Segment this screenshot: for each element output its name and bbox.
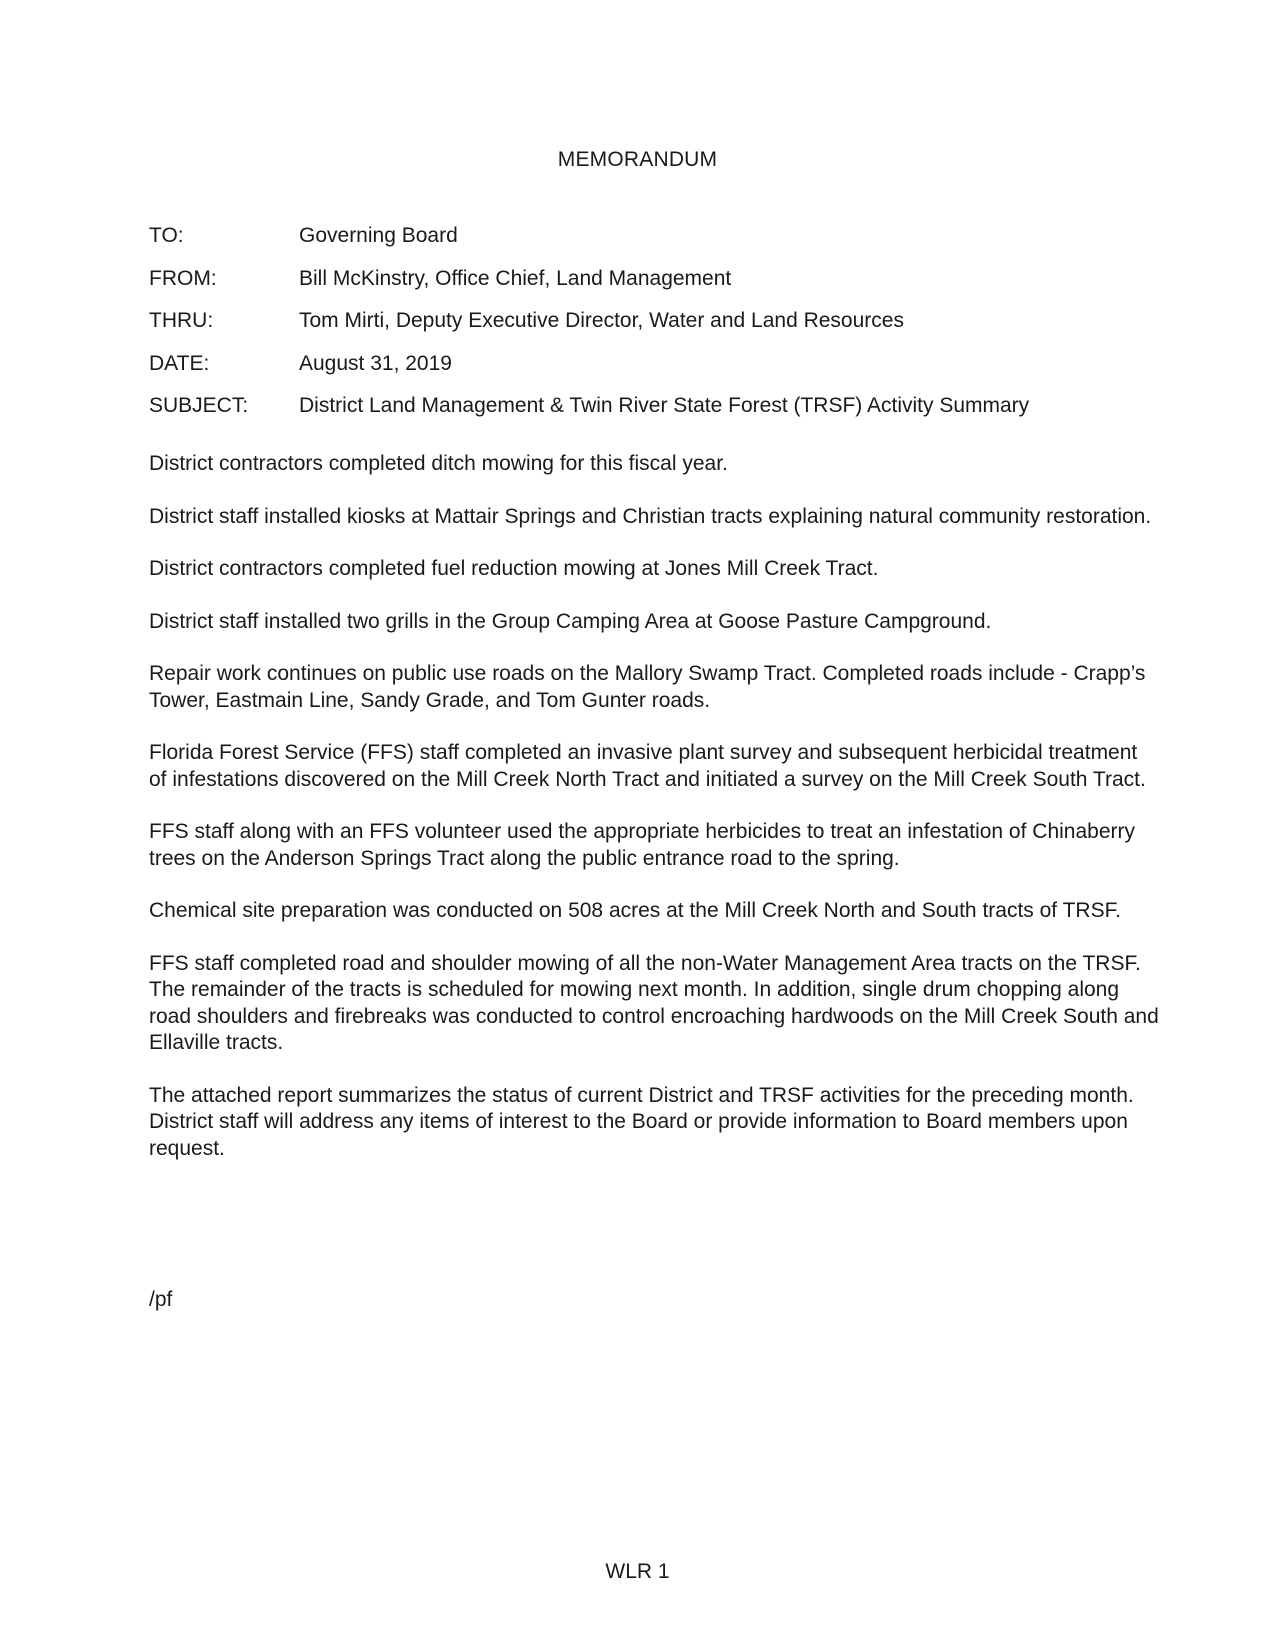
paragraph-invasive-survey: Florida Forest Service (FFS) staff completed an invasive plant survey and subsequent herbicidal treatment of infestations discovered on the Mill Creek North Tract and initiated a survey on the Mill Creek South Tract. <box>149 741 1146 791</box>
memo-header <box>149 224 1159 437</box>
typist-initials: /pf <box>149 1288 173 1311</box>
to-value: Governing Board <box>299 224 458 247</box>
header-row-thru <box>149 309 1159 352</box>
paragraph-grills: District staff installed two grills in the Group Camping Area at Goose Pasture Campground. <box>149 609 992 633</box>
paragraph-road-repair: Repair work continues on public use roads on the Mallory Swamp Tract. Completed roads include - Crapp’s Tower, Eastmain Line, Sandy Grade, and Tom Gunter roads. <box>149 662 1146 712</box>
paragraph-kiosks: District staff installed kiosks at Mattair Springs and Christian tracts explaining natural community restoration. <box>149 504 1152 528</box>
from-label: FROM: <box>149 266 217 290</box>
thru-value: Tom Mirti, Deputy Executive Director, Water and Land Resources <box>299 309 904 332</box>
header-row-date <box>149 352 1159 395</box>
from-value: Bill McKinstry, Office Chief, Land Management <box>299 266 732 290</box>
header-row-to <box>149 224 1159 267</box>
paragraph-site-preparation: Chemical site preparation was conducted on 508 acres at the Mill Creek North and South tracts of TRSF. <box>149 899 1121 922</box>
page-footer: WLR 1 <box>605 1560 670 1583</box>
date-value: August 31, 2019 <box>299 351 452 375</box>
header-row-subject <box>149 394 1159 437</box>
memo-body <box>149 451 1159 1188</box>
thru-label: THRU: <box>149 309 214 332</box>
subject-label: SUBJECT: <box>149 394 249 417</box>
paragraph-fuel-reduction: District contractors completed fuel reduction mowing at Jones Mill Creek Tract. <box>149 557 879 580</box>
subject-value: District Land Management & Twin River State Forest (TRSF) Activity Summary <box>299 394 1030 417</box>
memo-title: MEMORANDUM <box>557 148 718 171</box>
header-row-from <box>149 267 1159 310</box>
paragraph-ditch-mowing: District contractors completed ditch mowing for this fiscal year. <box>149 452 728 475</box>
paragraph-shoulder-mowing: FFS staff completed road and shoulder mowing of all the non-Water Management Area tracts on the TRSF. The remainder of the tracts is scheduled for mowing next month. In addition, single drum chopping along road shoulders and firebreaks was conducted to control encroaching hardwoods on the Mill Creek South and Ellaville tracts. <box>149 951 1159 1054</box>
date-label: DATE: <box>149 351 210 375</box>
paragraph-attached-report: The attached report summarizes the status of current District and TRSF activities for the preceding month. District staff will address any items of interest to the Board or provide information to Board members upon request. <box>149 1083 1134 1160</box>
paragraph-chinaberry: FFS staff along with an FFS volunteer used the appropriate herbicides to treat an infestation of Chinaberry trees on the Anderson Springs Tract along the public entrance road to the spring. <box>149 820 1135 870</box>
to-label: TO: <box>149 224 184 247</box>
